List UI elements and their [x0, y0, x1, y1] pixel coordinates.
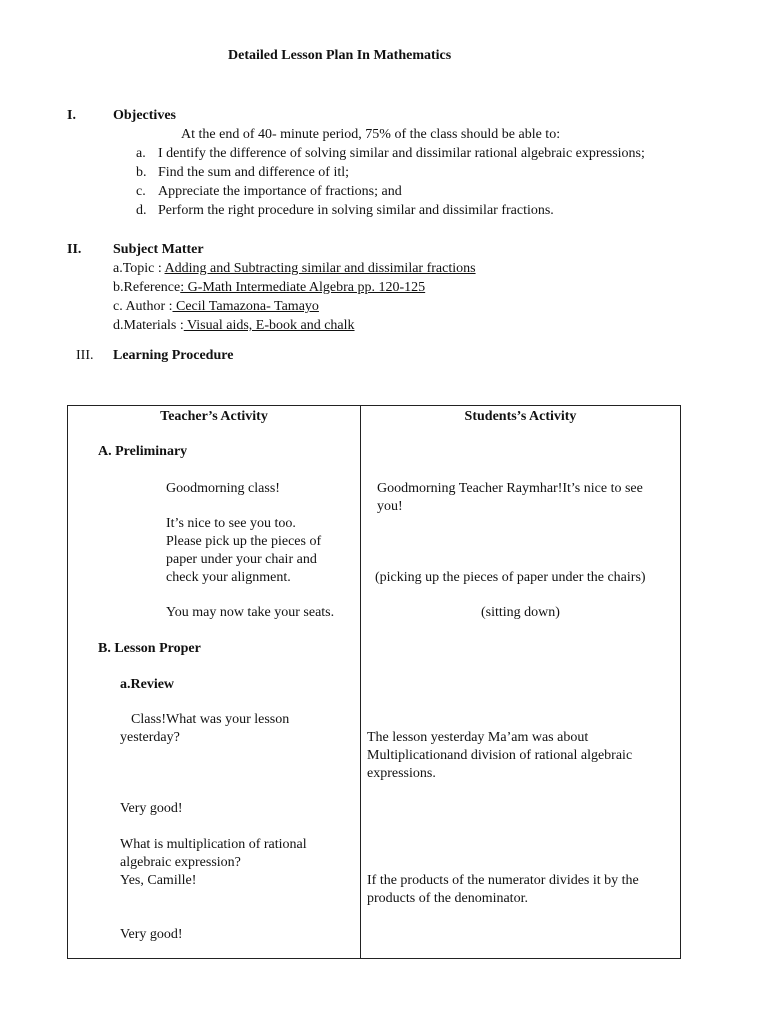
- subject-matter-numeral: II.: [67, 242, 82, 257]
- student-line: The lesson yesterday Ma’am was about: [367, 730, 589, 745]
- reference-line: [113, 279, 425, 297]
- student-line: (sitting down): [481, 605, 560, 620]
- objective-letter: c.: [136, 184, 146, 199]
- objectives-intro: At the end of 40- minute period, 75% of the class should be able to:: [181, 127, 561, 142]
- subject-matter-heading: Subject Matter: [113, 242, 204, 257]
- author-value: Cecil Tamazona- Tamayo: [172, 299, 319, 314]
- materials-value: Visual aids, E-book and chalk: [183, 318, 355, 333]
- objective-item: I dentify the difference of solving similar and dissimilar rational algebraic expressions;: [158, 146, 645, 161]
- teacher-line: paper under your chair and: [166, 552, 317, 567]
- reference-value: : G-Math Intermediate Algebra pp. 120-125: [180, 280, 426, 295]
- learning-procedure-numeral: III.: [76, 348, 94, 363]
- reference-label: b.Reference: [113, 280, 181, 295]
- teacher-line: You may now take your seats.: [166, 605, 335, 620]
- topic-value: Adding and Subtracting similar and dissimilar fractions: [164, 261, 476, 276]
- learning-procedure-heading: Learning Procedure: [113, 348, 234, 363]
- objective-letter: b.: [136, 165, 147, 180]
- objective-item: Appreciate the importance of fractions; and: [158, 184, 402, 199]
- objectives-numeral: I.: [67, 108, 76, 123]
- topic-line: [113, 260, 476, 278]
- teacher-line: Very good!: [120, 927, 183, 942]
- teacher-line: yesterday?: [120, 730, 180, 745]
- student-line: you!: [377, 499, 403, 514]
- objective-letter: a.: [136, 146, 146, 161]
- teacher-line: Goodmorning class!: [166, 481, 280, 496]
- activity-table: [67, 405, 681, 959]
- teacher-line: algebraic expression?: [120, 855, 241, 870]
- page-title: Detailed Lesson Plan In Mathematics: [228, 48, 452, 63]
- teacher-line: Yes, Camille!: [120, 873, 197, 888]
- preliminary-heading: A. Preliminary: [98, 444, 188, 459]
- teacher-line: check your alignment.: [166, 570, 291, 585]
- teacher-line: Please pick up the pieces of: [166, 534, 322, 549]
- student-line: expressions.: [367, 766, 436, 781]
- teacher-line: Class!What was your lesson: [131, 712, 290, 727]
- materials-label: d.Materials :: [113, 318, 184, 333]
- author-line: [113, 298, 319, 316]
- author-label: c. Author :: [113, 299, 173, 314]
- objective-item: Perform the right procedure in solving similar and dissimilar fractions.: [158, 203, 554, 218]
- teacher-activity-header: Teacher’s Activity: [160, 409, 268, 424]
- student-line: products of the denominator.: [367, 891, 528, 906]
- student-line: If the products of the numerator divides it by the: [367, 873, 639, 888]
- objective-letter: d.: [136, 203, 147, 218]
- student-line: (picking up the pieces of paper under the chairs): [375, 570, 646, 585]
- lesson-proper-heading: B. Lesson Proper: [98, 641, 201, 656]
- objective-item: Find the sum and difference of itl;: [158, 165, 350, 180]
- student-line: Multiplicationand division of rational algebraic: [367, 748, 633, 763]
- topic-label: a.Topic :: [113, 261, 165, 276]
- table-column-divider: [360, 406, 361, 958]
- teacher-line: It’s nice to see you too.: [166, 516, 296, 531]
- materials-line: [113, 317, 355, 335]
- student-activity-header: Students’s Activity: [464, 409, 577, 424]
- student-line: Goodmorning Teacher Raymhar!It’s nice to see: [377, 481, 643, 496]
- teacher-line: Very good!: [120, 801, 183, 816]
- review-heading: a.Review: [120, 677, 175, 692]
- teacher-line: What is multiplication of rational: [120, 837, 307, 852]
- objectives-heading: Objectives: [113, 108, 176, 123]
